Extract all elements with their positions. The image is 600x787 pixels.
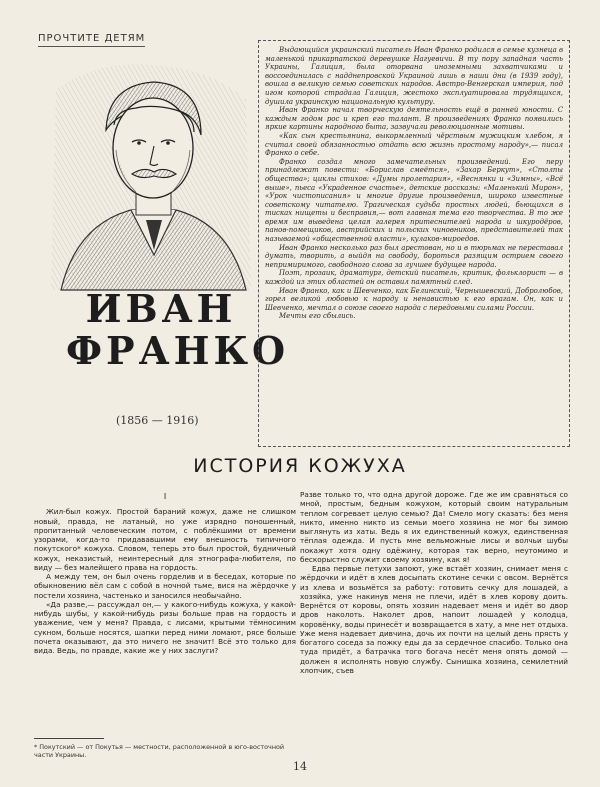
story-paragraph: А между тем, он был очень горделив и в беседах, которые по обыкновению вёл сам с собой в ночной тьме, вися на жёрдочке у постели хозяина, частенько и заносился необычайно.: [34, 572, 296, 600]
author-portrait: [36, 50, 266, 300]
intro-paragraph: «Как сын крестьянина, выкормленный чёрствым мужицким хлебом, я считал своей обязанностью отдать всю жизнь простому народу»,— писал Франко о себе.: [265, 131, 563, 158]
author-last-name: ФРАНКО: [66, 328, 290, 373]
footnote: * Покутский — от Покутья — местности, расположенной в юго-восточной части Украины.: [34, 743, 285, 759]
intro-paragraph: Мечты его сбылись.: [279, 312, 356, 321]
story-paragraph: Разве только то, что одна другой дороже. Где же им сравняться со мной, простым, бедным кожухом, который своим натуральным теплом согревает целую семью? Да! Смело могу сказать: без меня никто, именно никто из семьи моего хозяина не мог бы зимою выглянуть из хаты. Ведь я их единственный кожух, единственная тёплая одежда. И пусть мне вельможные лисы и волчьи шубы покажут хотя одну одёжину, которая так верно, неутомимо и бескорыстно служит своему хозяину, как я!: [300, 490, 568, 564]
intro-paragraph: Иван Франко, как и Шевченко, как Белинский, Чернышевский, Добролюбов, горел великой любовью к народу и ненавистью к его врагам. Он, как и Шевченко, мечтал о союзе своего народа с передовыми силами России.: [265, 286, 563, 312]
story-column-right: [300, 490, 568, 675]
author-first-name: ИВАН: [85, 286, 237, 331]
intro-paragraph: Франко создал много замечательных произведений. Его перу принадлежат повести: «Борислав смеётся», «Захар Беркут», «Столпы общества»; циклы стихов: «Думы пролетария», «Веснянки и «Зимны», «Всё выше», пьеса «Украденное счастье», детские рассказы: «Маленький Мирон», «Урок чистописания» и многие другие произведения, широко известные советскому читателю. Трагическая судьба простых людей, бьющихся в тисках нищеты и бесправия,— вот главная тема его творчества. В то же время им выведена целая галерея притеснителей народа и шкуродёров, панов-помещиков, австрийских и польских чиновников, представителей так называемой «общественной власти», кулаков-мироедов.: [265, 157, 563, 244]
intro-paragraph: Поэт, прозаик, драматург, детский писатель, критик, фольклорист — в каждой из этих областей он оставил памятный след.: [265, 269, 563, 287]
story-title: ИСТОРИЯ КОЖУХА: [193, 455, 407, 477]
chapter-number: I: [163, 492, 167, 501]
author-name: [66, 286, 290, 373]
intro-paragraph: Иван Франко несколько раз был арестован, но и в тюрьмах не переставал думать, творить, а выйдя на свободу, бороться разящим острием своего непримиримого, свободного слова за лучшее будущее народа.: [265, 243, 563, 269]
section-label: ПРОЧТИТЕ ДЕТЯМ: [38, 33, 145, 47]
story-column-left: [34, 492, 296, 655]
intro-paragraph: Выдающийся украинский писатель Иван Франко родился в семье кузнеца в маленькой прикарпатской деревушке Нагуевичи. В ту пору западная часть Украины, Галиция, была оторвана иноземными захватчиками и воссоединилась с надднепровской Украиной лишь в наши дни (в 1939 году), вошла в великую семью советских народов. Австро-Венгерская империя, под игом которой страдала Галиция, жестоко эксплуатировала трудящихся, душила украинскую национальную культуру.: [265, 46, 563, 106]
intro-paragraph: Иван Франко начал творческую деятельность ещё в ранней юности. С каждым годом рос и креп его талант. В произведениях Франко появились яркие картины народного быта, зазвучали революционные мотивы.: [265, 106, 563, 132]
footnote-divider: [34, 738, 104, 739]
story-paragraph: Жил-был кожух. Простой бараний кожух, даже не слишком новый, правда, не латаный, но уже изрядно поношенный, пропитанный человеческим потом, с поблёкшими от времени узорами, когда-то придававшими ему внешность типичного покутского* кожуха. Словом, теперь это был простой, будничный кожух, неказистый, неинтересный для этнографа-любителя, по виду — без малейшего права на гордость.: [34, 507, 296, 572]
intro-box: [258, 40, 570, 447]
story-paragraph: «Да разве,— рассуждал он,— у какого-нибудь кожуха, у какой-нибудь шубы, у какой-нибудь ризы больше прав на гордость и уважение, чем у меня? Правда, с лисами, крытыми тёмносиним сукном, больше носятся, шапки перед ними ломают, рясе больше почета оказывают, да это ничего не значит! Всё это только для вида. Ведь, по правде, какие же у них заслуги?: [34, 599, 296, 655]
story-paragraph: Едва первые петухи запоют, уже встаёт хозяин, снимает меня с жёрдочки и идёт в хлев досыпать скотине сечки с овсом. Вернётся из хлева и возьмётся за работу: готовить сечку для лошадей, а хозяйка, уже накинув меня не плечи, идёт в хлев корову доить. Вернётся от коровы, опять хозяин надевает меня и идёт во двор дров наколоть. Наколет дров, напоит лошадей у колодца, коровёнку, воды принесёт и возвращается в хату, а мне нет отдыха. Уже меня надевает дивчина, дочь их почти на целый день прясть у богатого соседа за пожку еды да за сердечное спасибо. Только она туда придёт, а батрачка того богача несёт меня опять домой — должен я исполнять новую службу. Сынишка хозяина, семилетний хлопчик, съев: [300, 564, 568, 675]
page-number: 14: [293, 760, 307, 773]
portrait-engraving: [36, 50, 266, 300]
author-dates: (1856 — 1916): [116, 414, 199, 427]
